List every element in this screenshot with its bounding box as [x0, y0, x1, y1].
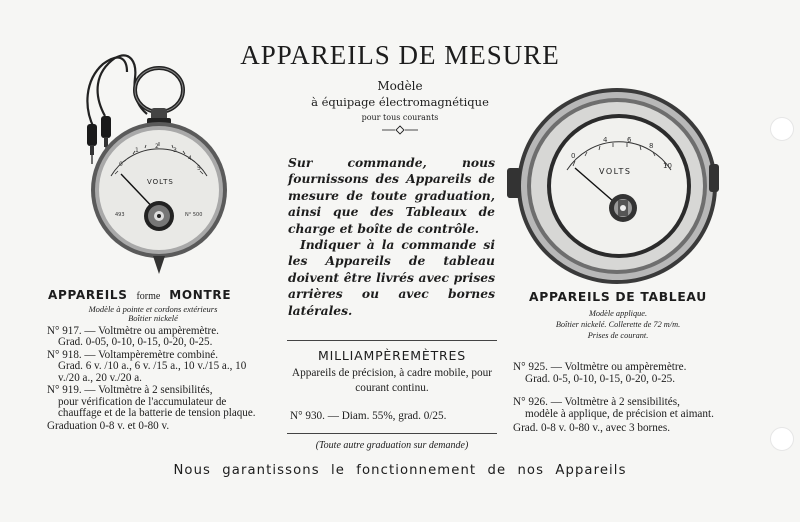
tableau-subtitle-1: Modèle applique. [588, 309, 648, 318]
montre-subtitle-2: Boîtier nickelé [128, 313, 178, 323]
pocket-meter-illustration [75, 44, 235, 280]
tableau-heading: APPAREILS DE TABLEAU [529, 290, 707, 304]
montre-item-918-detail: Grad. 6 v. /10 a., 6 v. /15 a., 10 v./15 a., 10 v./20 a., 20 v./20 a. [58, 360, 247, 384]
montre-list [47, 326, 269, 432]
montre-subtitle-1: Modèle à pointe et cordons extérieurs [88, 304, 218, 314]
tableau-item [513, 396, 738, 420]
montre-item-919-detail: pour vérification de l'accumulateur de chauffage et de la batterie de tension plaque. [58, 395, 256, 420]
montre-item [47, 326, 269, 349]
intro-text [288, 155, 495, 319]
montre-item [47, 385, 269, 419]
milli-note: (Toute autre graduation sur demande) [315, 440, 469, 451]
milli-top-rule [287, 340, 497, 341]
punch-hole-top [770, 117, 794, 141]
milli-description: Appareils de précision, à cadre mobile, pour courant continu. [291, 367, 493, 394]
tableau-item-925-line: N° 925. — Voltmètre ou ampèremètre. [513, 361, 687, 373]
left-dial-tick-0: 0 [119, 161, 123, 168]
montre-item-917-detail: Grad. 0-05, 0-10, 0-15, 0-20, 0-25. [58, 336, 213, 349]
intro-paragraph-2: Indiquer à la commande si les Appareils de tableau doivent être livrés avec prises arrières ou avec bornes latérales. [288, 237, 495, 318]
tableau-item [513, 361, 738, 385]
punch-hole-bottom [770, 427, 794, 451]
subtitle-mechanism: à équipage électromagnétique [311, 95, 489, 109]
right-dial-tick-0: 0 [571, 152, 576, 160]
milli-bottom-rule [287, 433, 497, 434]
subtitle-model: Modèle [377, 79, 423, 93]
tableau-subtitle-3: Prises de courant. [587, 331, 649, 340]
milli-heading: MILLIAMPÈREMÈTRES [318, 348, 466, 363]
guarantee-footer: Nous garantissons le fonctionnement de nos Appareils [173, 463, 627, 478]
tableau-list [513, 361, 738, 434]
montre-item-919-line: N° 919. — Voltmètre à 2 sensibilités, [47, 384, 213, 397]
montre-item-917-line: N° 917. — Voltmètre ou ampèremètre. [47, 325, 219, 337]
tableau-subtitle-2: Boîtier nickelé. Collerette de 72 m/m. [555, 320, 681, 329]
tableau-item-926-line: N° 926. — Voltmètre à 2 sensibilités, [513, 396, 680, 408]
montre-heading [48, 288, 231, 302]
right-dial-tick-1: 4 [603, 136, 608, 144]
tableau-item-925-detail: Grad. 0-5, 0-10, 0-15, 0-20, 0-25. [525, 373, 676, 385]
left-dial-tick-5: 5 [197, 165, 201, 172]
subtitle-currents: pour tous courants [361, 113, 439, 122]
left-dial-tick-4: 4 [188, 155, 192, 162]
montre-footer: Graduation 0-8 v. et 0-80 v. [47, 419, 170, 432]
right-dial-tick-3: 8 [649, 142, 654, 150]
montre-heading-a: APPAREILS [48, 288, 128, 302]
right-dial-tick-4: 10 [663, 162, 672, 170]
left-dial-tick-1: 1 [135, 147, 139, 154]
page-title: APPAREILS DE MESURE [240, 40, 560, 70]
tableau-footer: Grad. 0-8 v. 0-80 v., avec 3 bornes. [513, 422, 670, 434]
right-dial-tick-2: 6 [627, 136, 632, 144]
intro-paragraph-1: Sur commande, nous fournissons des Appareils de mesure de toute graduation, ainsi que des Tableaux de charge et boîte de contrôle. [288, 155, 495, 236]
tableau-item-926-detail: modèle à applique, de précision et aimant. [525, 408, 714, 420]
montre-item-918-line: N° 918. — Voltampèremètre combiné. [47, 349, 219, 362]
ornament-divider [380, 124, 420, 136]
left-dial-label: VOLTS [147, 178, 174, 186]
montre-heading-b: MONTRE [169, 288, 232, 302]
montre-heading-forme: forme [136, 291, 161, 302]
left-dial-corner-right: N° 500 [185, 212, 203, 218]
milli-item-930: N° 930. — Diam. 55%, grad. 0/25. [290, 410, 447, 422]
left-dial-tick-3: 3 [173, 147, 177, 154]
panel-meter-illustration [505, 88, 720, 288]
left-dial-tick-2: 2 [155, 143, 159, 150]
montre-item [47, 350, 269, 384]
right-dial-label: VOLTS [599, 167, 632, 176]
left-dial-corner-left: 493 [115, 212, 125, 218]
